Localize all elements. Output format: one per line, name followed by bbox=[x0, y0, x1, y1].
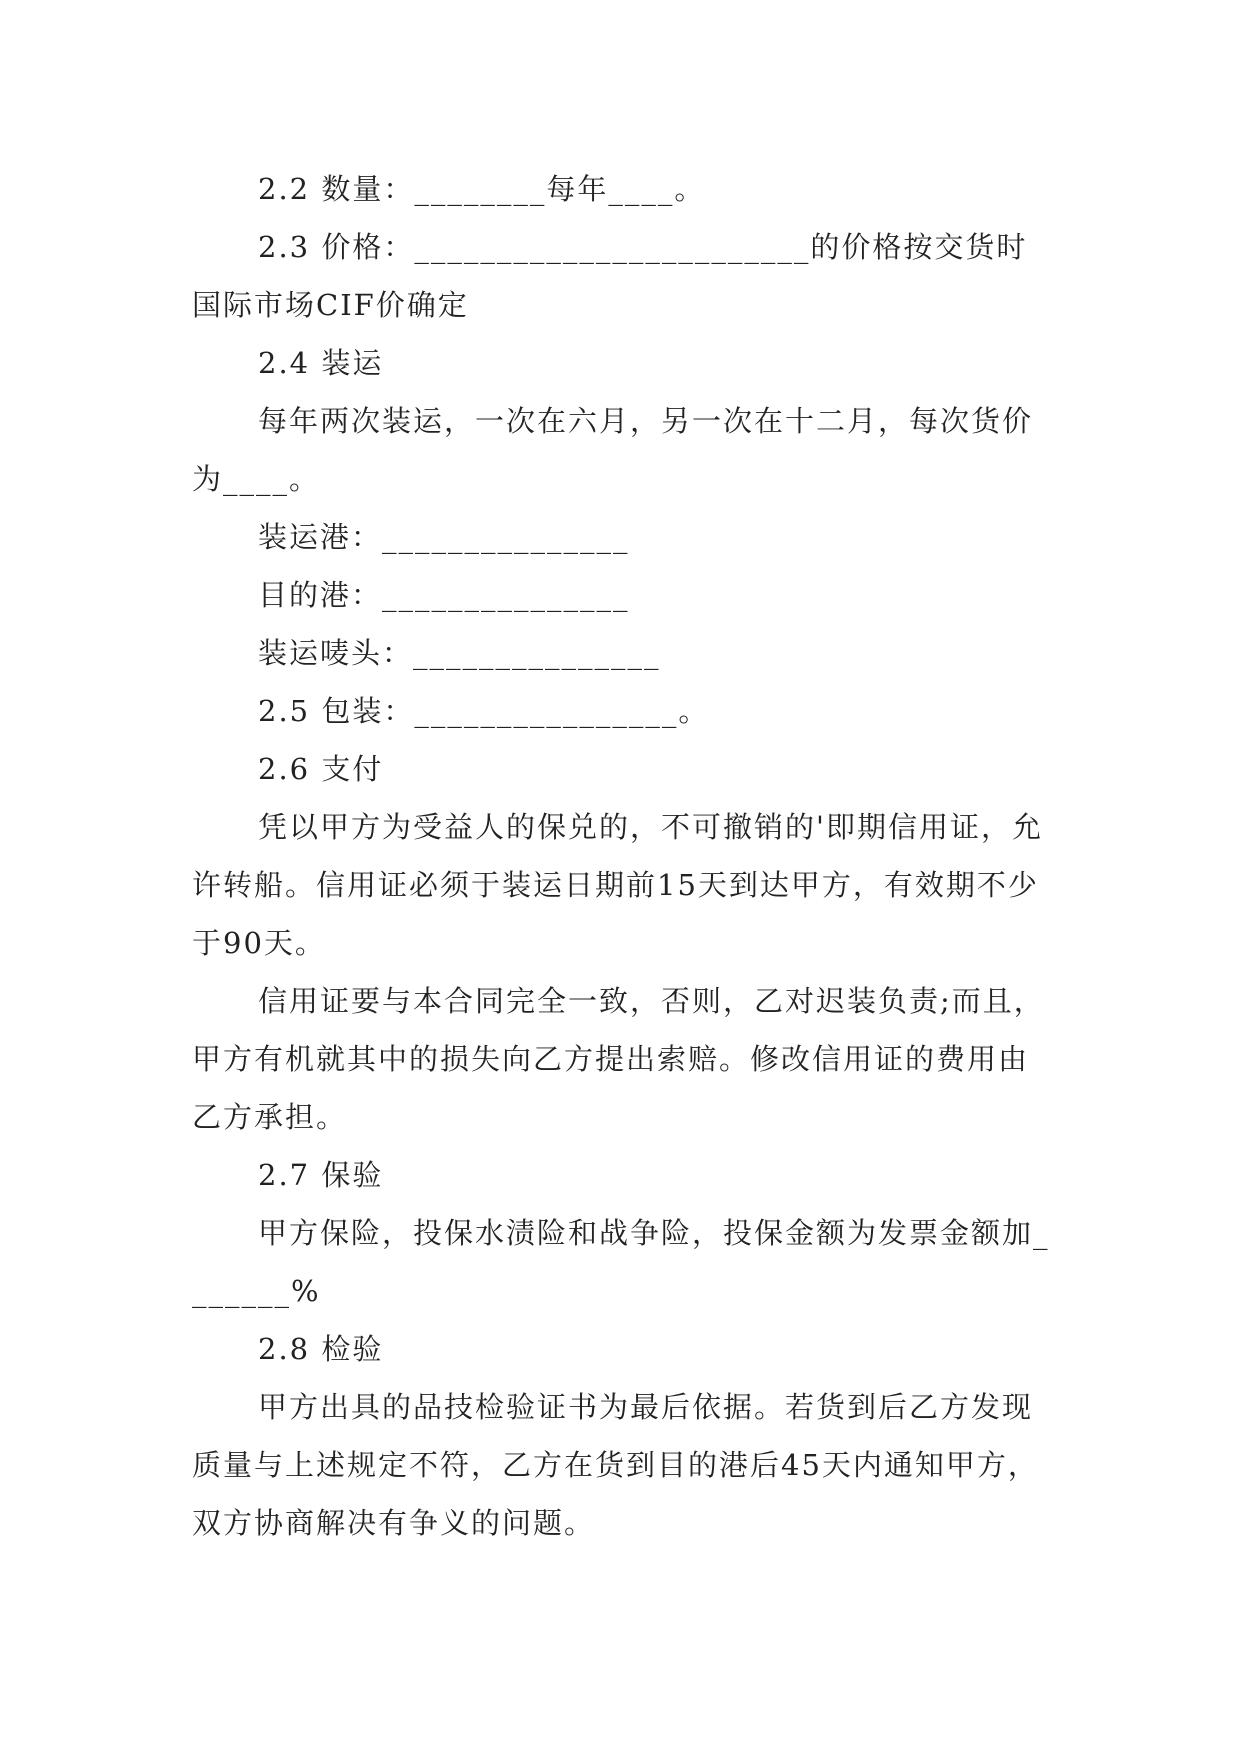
clause-2-4-title: 2.4 装运 bbox=[258, 346, 384, 380]
clause-2-7-title: 2.7 保验 bbox=[258, 1158, 384, 1192]
clause-2-8-body: 甲方出具的品技检验证书为最后依据。若货到后乙方发现质量与上述规定不符，乙方在货到目的港后45天内通知甲方，双方协商解决有争义的问题。 bbox=[192, 1390, 1039, 1540]
clause-2-4-body: 每年两次装运，一次在六月，另一次在十二月，每次货价为____。 bbox=[192, 404, 1034, 496]
loading-port-line: 装运港：_______________ bbox=[258, 520, 630, 554]
clause-2-6-body-2: 信用证要与本合同完全一致，否则，乙对迟装负责;而且，甲方有机就其中的损失向乙方提出索赔。修改信用证的费用由乙方承担。 bbox=[192, 984, 1045, 1134]
clause-2-5-packing: 2.5 包装：________________。 bbox=[258, 694, 710, 728]
clause-2-3-price: 2.3 价格：________________________的价格按交货时国际市场CIF价确定 bbox=[192, 230, 1028, 322]
shipping-mark-line: 装运唛头：_______________ bbox=[258, 636, 661, 670]
clause-2-6-body: 凭以甲方为受益人的保兑的，不可撤销的'即期信用证，允许转船。信用证必须于装运日期前15天到达甲方，有效期不少于90天。 bbox=[192, 810, 1043, 960]
clause-2-6-title: 2.6 支付 bbox=[258, 752, 384, 786]
clause-2-7-body: 甲方保险，投保水渍险和战争险，投保金额为发票金额加_______% bbox=[192, 1216, 1050, 1308]
destination-port-line: 目的港：_______________ bbox=[258, 578, 630, 612]
clause-2-2-quantity: 2.2 数量：________每年____。 bbox=[258, 172, 706, 206]
clause-2-8-title: 2.8 检验 bbox=[258, 1332, 384, 1366]
document-body bbox=[192, 160, 1052, 1552]
